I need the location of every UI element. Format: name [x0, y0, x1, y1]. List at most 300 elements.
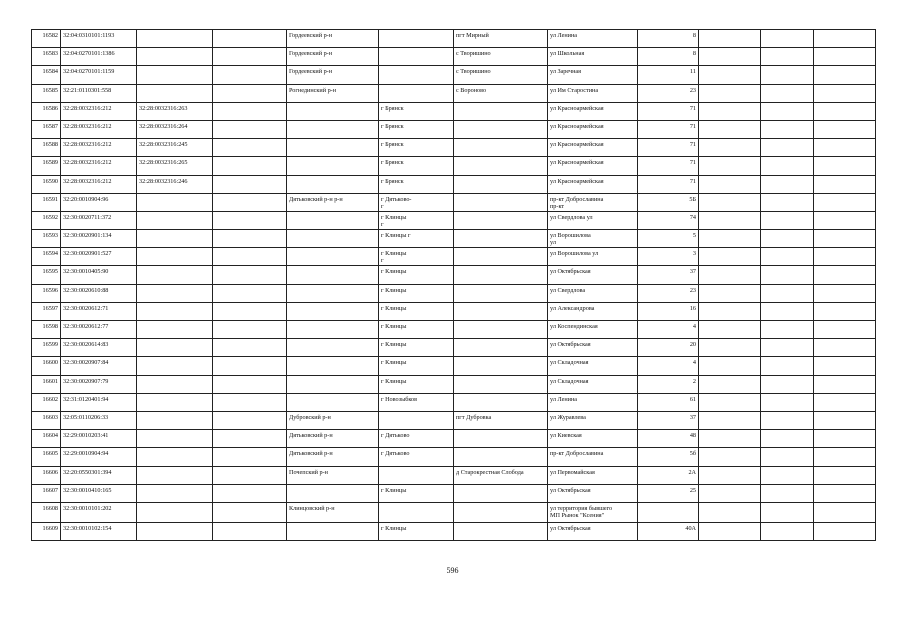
street-cell: ул Им Старостина	[548, 84, 638, 102]
street-cell: ул Александрова	[548, 302, 638, 320]
empty-cell	[213, 411, 287, 429]
empty-cell	[213, 321, 287, 339]
empty-cell	[761, 321, 814, 339]
street-cell: ул Школьная	[548, 48, 638, 66]
table-row	[32, 66, 876, 84]
settlement-cell	[454, 302, 548, 320]
row-number-cell: 16604	[32, 430, 61, 448]
empty-cell	[761, 411, 814, 429]
row-number-cell: 16593	[32, 230, 61, 248]
empty-cell	[699, 30, 761, 48]
empty-cell	[213, 193, 287, 211]
empty-cell	[699, 484, 761, 502]
room-cadastral-number-cell	[137, 448, 213, 466]
room-cadastral-number-cell	[137, 484, 213, 502]
room-cadastral-number-cell	[137, 430, 213, 448]
empty-cell	[814, 193, 876, 211]
table-row	[32, 502, 876, 522]
empty-cell	[814, 120, 876, 138]
district-cell: Гордеевский р-н	[287, 48, 379, 66]
table-row	[32, 211, 876, 229]
empty-cell	[213, 522, 287, 540]
city-cell: г Клинцы г	[379, 248, 454, 266]
cadastral-number-cell: 32:20:0550301:394	[61, 466, 137, 484]
empty-cell	[761, 102, 814, 120]
district-cell	[287, 522, 379, 540]
row-number-cell: 16602	[32, 393, 61, 411]
empty-cell	[699, 120, 761, 138]
city-cell	[379, 84, 454, 102]
empty-cell	[213, 339, 287, 357]
empty-cell	[699, 193, 761, 211]
empty-cell	[814, 248, 876, 266]
empty-cell	[213, 102, 287, 120]
room-cadastral-number-cell	[137, 48, 213, 66]
empty-cell	[814, 522, 876, 540]
empty-cell	[814, 230, 876, 248]
row-number-cell: 16588	[32, 139, 61, 157]
empty-cell	[699, 393, 761, 411]
empty-cell	[213, 302, 287, 320]
district-cell: Гордеевский р-н	[287, 30, 379, 48]
row-number-cell: 16595	[32, 266, 61, 284]
house-number-cell: 5б	[638, 448, 699, 466]
row-number-cell: 16583	[32, 48, 61, 66]
house-number-cell: 71	[638, 102, 699, 120]
cadastral-number-cell: 32:30:0020612:71	[61, 302, 137, 320]
settlement-cell	[454, 522, 548, 540]
street-cell: ул Свердлова ул	[548, 211, 638, 229]
table-row	[32, 230, 876, 248]
street-cell: ул Красноармейская	[548, 139, 638, 157]
district-cell: Дятьковский р-н р-н	[287, 193, 379, 211]
street-cell: ул Складочная	[548, 357, 638, 375]
street-cell: ул Первомайская	[548, 466, 638, 484]
table-row	[32, 357, 876, 375]
settlement-cell: пгт Дубровка	[454, 411, 548, 429]
row-number-cell: 16605	[32, 448, 61, 466]
settlement-cell: с Творишино	[454, 48, 548, 66]
street-cell: ул Заречная	[548, 66, 638, 84]
cadastral-number-cell: 32:20:0010904:96	[61, 193, 137, 211]
empty-cell	[761, 393, 814, 411]
street-cell: ул Ворошилова ул	[548, 230, 638, 248]
house-number-cell	[638, 502, 699, 522]
room-cadastral-number-cell	[137, 393, 213, 411]
city-cell: г Клинцы	[379, 266, 454, 284]
house-number-cell: 71	[638, 120, 699, 138]
cadastral-number-cell: 32:30:0020901:134	[61, 230, 137, 248]
empty-cell	[699, 448, 761, 466]
house-number-cell: 8	[638, 30, 699, 48]
empty-cell	[761, 193, 814, 211]
table-row	[32, 430, 876, 448]
table-row	[32, 284, 876, 302]
row-number-cell: 16590	[32, 175, 61, 193]
settlement-cell	[454, 193, 548, 211]
row-number-cell: 16603	[32, 411, 61, 429]
city-cell: г Клинцы	[379, 302, 454, 320]
table-row	[32, 302, 876, 320]
room-cadastral-number-cell	[137, 284, 213, 302]
district-cell	[287, 248, 379, 266]
row-number-cell: 16584	[32, 66, 61, 84]
room-cadastral-number-cell	[137, 411, 213, 429]
row-number-cell: 16607	[32, 484, 61, 502]
house-number-cell: 71	[638, 157, 699, 175]
empty-cell	[699, 430, 761, 448]
city-cell: г Клинцы	[379, 375, 454, 393]
district-cell	[287, 375, 379, 393]
empty-cell	[213, 157, 287, 175]
empty-cell	[699, 466, 761, 484]
settlement-cell	[454, 339, 548, 357]
room-cadastral-number-cell	[137, 230, 213, 248]
district-cell	[287, 284, 379, 302]
house-number-cell: 40А	[638, 522, 699, 540]
row-number-cell: 16587	[32, 120, 61, 138]
table-row	[32, 375, 876, 393]
house-number-cell: 2А	[638, 466, 699, 484]
city-cell: г Брянск	[379, 139, 454, 157]
empty-cell	[699, 139, 761, 157]
room-cadastral-number-cell	[137, 30, 213, 48]
empty-cell	[814, 284, 876, 302]
empty-cell	[761, 448, 814, 466]
cadastral-number-cell: 32:30:0010102:154	[61, 522, 137, 540]
room-cadastral-number-cell	[137, 302, 213, 320]
empty-cell	[699, 321, 761, 339]
house-number-cell: 2	[638, 375, 699, 393]
table-row	[32, 321, 876, 339]
cadastral-number-cell: 32:28:0032316:212	[61, 157, 137, 175]
empty-cell	[699, 66, 761, 84]
empty-cell	[814, 30, 876, 48]
empty-cell	[699, 375, 761, 393]
settlement-cell	[454, 230, 548, 248]
register-table-body	[32, 30, 876, 541]
row-number-cell: 16599	[32, 339, 61, 357]
cadastral-number-cell: 32:30:0020711:372	[61, 211, 137, 229]
empty-cell	[213, 211, 287, 229]
page-number: 596	[446, 566, 459, 575]
empty-cell	[814, 393, 876, 411]
room-cadastral-number-cell	[137, 522, 213, 540]
empty-cell	[699, 411, 761, 429]
cadastral-number-cell: 32:04:0310101:1193	[61, 30, 137, 48]
empty-cell	[699, 102, 761, 120]
cadastral-number-cell: 32:30:0020612:77	[61, 321, 137, 339]
empty-cell	[814, 411, 876, 429]
settlement-cell	[454, 448, 548, 466]
table-row	[32, 157, 876, 175]
empty-cell	[814, 175, 876, 193]
empty-cell	[699, 248, 761, 266]
empty-cell	[213, 230, 287, 248]
empty-cell	[761, 230, 814, 248]
cadastral-number-cell: 32:30:0020907:79	[61, 375, 137, 393]
house-number-cell: 23	[638, 84, 699, 102]
empty-cell	[213, 357, 287, 375]
house-number-cell: 71	[638, 175, 699, 193]
table-row	[32, 48, 876, 66]
district-cell	[287, 321, 379, 339]
room-cadastral-number-cell	[137, 357, 213, 375]
empty-cell	[814, 211, 876, 229]
district-cell: Клинцовский р-н	[287, 502, 379, 522]
room-cadastral-number-cell	[137, 339, 213, 357]
house-number-cell: 48	[638, 430, 699, 448]
empty-cell	[814, 448, 876, 466]
cadastral-number-cell: 32:28:0032316:212	[61, 139, 137, 157]
row-number-cell: 16597	[32, 302, 61, 320]
empty-cell	[761, 339, 814, 357]
house-number-cell: 25	[638, 484, 699, 502]
row-number-cell: 16591	[32, 193, 61, 211]
city-cell	[379, 411, 454, 429]
empty-cell	[761, 266, 814, 284]
district-cell: Дятьковский р-н	[287, 448, 379, 466]
empty-cell	[761, 211, 814, 229]
house-number-cell: 5	[638, 230, 699, 248]
street-cell: ул Коспендинская	[548, 321, 638, 339]
house-number-cell: 4	[638, 357, 699, 375]
street-cell: ул Октябрьская	[548, 522, 638, 540]
district-cell	[287, 102, 379, 120]
table-row	[32, 339, 876, 357]
cadastral-number-cell: 32:30:0020907:84	[61, 357, 137, 375]
room-cadastral-number-cell	[137, 84, 213, 102]
street-cell: ул Ленина	[548, 393, 638, 411]
empty-cell	[761, 84, 814, 102]
city-cell	[379, 66, 454, 84]
empty-cell	[699, 157, 761, 175]
city-cell	[379, 466, 454, 484]
row-number-cell: 16592	[32, 211, 61, 229]
room-cadastral-number-cell	[137, 266, 213, 284]
empty-cell	[761, 357, 814, 375]
empty-cell	[814, 357, 876, 375]
street-cell: ул Красноармейская	[548, 120, 638, 138]
settlement-cell	[454, 375, 548, 393]
district-cell	[287, 339, 379, 357]
house-number-cell: 4	[638, 321, 699, 339]
empty-cell	[761, 484, 814, 502]
room-cadastral-number-cell: 32:28:0032316:245	[137, 139, 213, 157]
house-number-cell: 37	[638, 266, 699, 284]
empty-cell	[699, 230, 761, 248]
empty-cell	[761, 157, 814, 175]
empty-cell	[699, 339, 761, 357]
empty-cell	[213, 120, 287, 138]
row-number-cell: 16594	[32, 248, 61, 266]
district-cell	[287, 230, 379, 248]
room-cadastral-number-cell	[137, 66, 213, 84]
city-cell: г Клинцы г	[379, 230, 454, 248]
empty-cell	[761, 375, 814, 393]
empty-cell	[814, 430, 876, 448]
district-cell: Дубровский р-н	[287, 411, 379, 429]
city-cell: г Клинцы	[379, 484, 454, 502]
cadastral-number-cell: 32:30:0010410:165	[61, 484, 137, 502]
room-cadastral-number-cell	[137, 193, 213, 211]
street-cell: пр-кт Доброславина пр-кт	[548, 193, 638, 211]
empty-cell	[814, 484, 876, 502]
city-cell: г Дятьково- г	[379, 193, 454, 211]
empty-cell	[699, 357, 761, 375]
row-number-cell: 16601	[32, 375, 61, 393]
row-number-cell: 16608	[32, 502, 61, 522]
settlement-cell	[454, 120, 548, 138]
empty-cell	[699, 211, 761, 229]
settlement-cell	[454, 102, 548, 120]
settlement-cell	[454, 284, 548, 302]
settlement-cell	[454, 248, 548, 266]
empty-cell	[761, 522, 814, 540]
settlement-cell: пгт Мирный	[454, 30, 548, 48]
empty-cell	[814, 139, 876, 157]
table-row	[32, 120, 876, 138]
district-cell	[287, 393, 379, 411]
cadastral-number-cell: 32:29:0010203:41	[61, 430, 137, 448]
city-cell: г Брянск	[379, 102, 454, 120]
empty-cell	[213, 284, 287, 302]
settlement-cell	[454, 211, 548, 229]
empty-cell	[814, 84, 876, 102]
empty-cell	[761, 175, 814, 193]
row-number-cell: 16589	[32, 157, 61, 175]
row-number-cell: 16600	[32, 357, 61, 375]
city-cell	[379, 30, 454, 48]
room-cadastral-number-cell: 32:28:0032316:263	[137, 102, 213, 120]
table-row	[32, 102, 876, 120]
cadastral-number-cell: 32:30:0010405:90	[61, 266, 137, 284]
street-cell: пр-кт Доброславина	[548, 448, 638, 466]
room-cadastral-number-cell: 32:28:0032316:265	[137, 157, 213, 175]
empty-cell	[699, 522, 761, 540]
empty-cell	[213, 448, 287, 466]
room-cadastral-number-cell	[137, 502, 213, 522]
empty-cell	[213, 375, 287, 393]
house-number-cell: 37	[638, 411, 699, 429]
table-row	[32, 411, 876, 429]
empty-cell	[213, 139, 287, 157]
table-row	[32, 466, 876, 484]
cadastral-number-cell: 32:30:0020610:88	[61, 284, 137, 302]
cadastral-number-cell: 32:28:0032316:212	[61, 120, 137, 138]
cadastral-number-cell: 32:21:0110301:558	[61, 84, 137, 102]
empty-cell	[814, 339, 876, 357]
room-cadastral-number-cell	[137, 248, 213, 266]
empty-cell	[814, 266, 876, 284]
empty-cell	[213, 484, 287, 502]
table-row	[32, 393, 876, 411]
district-cell	[287, 157, 379, 175]
empty-cell	[213, 175, 287, 193]
empty-cell	[699, 84, 761, 102]
settlement-cell: с Творишино	[454, 66, 548, 84]
empty-cell	[699, 302, 761, 320]
street-cell: ул территория бывшего МП Рынок "Ксения"	[548, 502, 638, 522]
street-cell: ул Свердлова	[548, 284, 638, 302]
street-cell: ул Октябрьская	[548, 339, 638, 357]
district-cell: Почепский р-н	[287, 466, 379, 484]
empty-cell	[213, 66, 287, 84]
empty-cell	[761, 248, 814, 266]
table-row	[32, 193, 876, 211]
cadastral-number-cell: 32:30:0020901:527	[61, 248, 137, 266]
house-number-cell: 16	[638, 302, 699, 320]
empty-cell	[761, 466, 814, 484]
street-cell: ул Октябрьская	[548, 484, 638, 502]
empty-cell	[761, 139, 814, 157]
empty-cell	[814, 502, 876, 522]
street-cell: ул Ленина	[548, 30, 638, 48]
row-number-cell: 16606	[32, 466, 61, 484]
empty-cell	[213, 30, 287, 48]
cadastral-number-cell: 32:28:0032316:212	[61, 175, 137, 193]
settlement-cell	[454, 393, 548, 411]
street-cell: ул Складочная	[548, 375, 638, 393]
room-cadastral-number-cell	[137, 375, 213, 393]
settlement-cell	[454, 157, 548, 175]
row-number-cell: 16586	[32, 102, 61, 120]
empty-cell	[761, 284, 814, 302]
cadastral-number-cell: 32:05:0110206:33	[61, 411, 137, 429]
empty-cell	[213, 430, 287, 448]
table-row	[32, 484, 876, 502]
city-cell: г Клинцы	[379, 321, 454, 339]
empty-cell	[761, 48, 814, 66]
city-cell: г Дятьково	[379, 448, 454, 466]
street-cell: ул Красноармейская	[548, 175, 638, 193]
empty-cell	[699, 266, 761, 284]
empty-cell	[761, 302, 814, 320]
street-cell: ул Ворошилова ул	[548, 248, 638, 266]
room-cadastral-number-cell: 32:28:0032316:246	[137, 175, 213, 193]
empty-cell	[699, 175, 761, 193]
empty-cell	[814, 66, 876, 84]
city-cell: г Клинцы	[379, 357, 454, 375]
row-number-cell: 16585	[32, 84, 61, 102]
empty-cell	[213, 266, 287, 284]
empty-cell	[814, 302, 876, 320]
settlement-cell	[454, 266, 548, 284]
district-cell	[287, 266, 379, 284]
district-cell	[287, 357, 379, 375]
district-cell	[287, 120, 379, 138]
cadastral-number-cell: 32:29:0010904:94	[61, 448, 137, 466]
settlement-cell	[454, 484, 548, 502]
city-cell: г Клинцы	[379, 284, 454, 302]
settlement-cell: с Вороново	[454, 84, 548, 102]
settlement-cell	[454, 175, 548, 193]
table-row	[32, 84, 876, 102]
street-cell: ул Журавлева	[548, 411, 638, 429]
street-cell: ул Киевская	[548, 430, 638, 448]
house-number-cell: 74	[638, 211, 699, 229]
house-number-cell: 23	[638, 284, 699, 302]
row-number-cell: 16598	[32, 321, 61, 339]
cadastral-number-cell: 32:31:0120401:94	[61, 393, 137, 411]
settlement-cell: д Старокрестная Слобода	[454, 466, 548, 484]
house-number-cell: 3	[638, 248, 699, 266]
house-number-cell: 20	[638, 339, 699, 357]
district-cell	[287, 211, 379, 229]
district-cell: Рогнединский р-н	[287, 84, 379, 102]
room-cadastral-number-cell	[137, 211, 213, 229]
empty-cell	[761, 30, 814, 48]
